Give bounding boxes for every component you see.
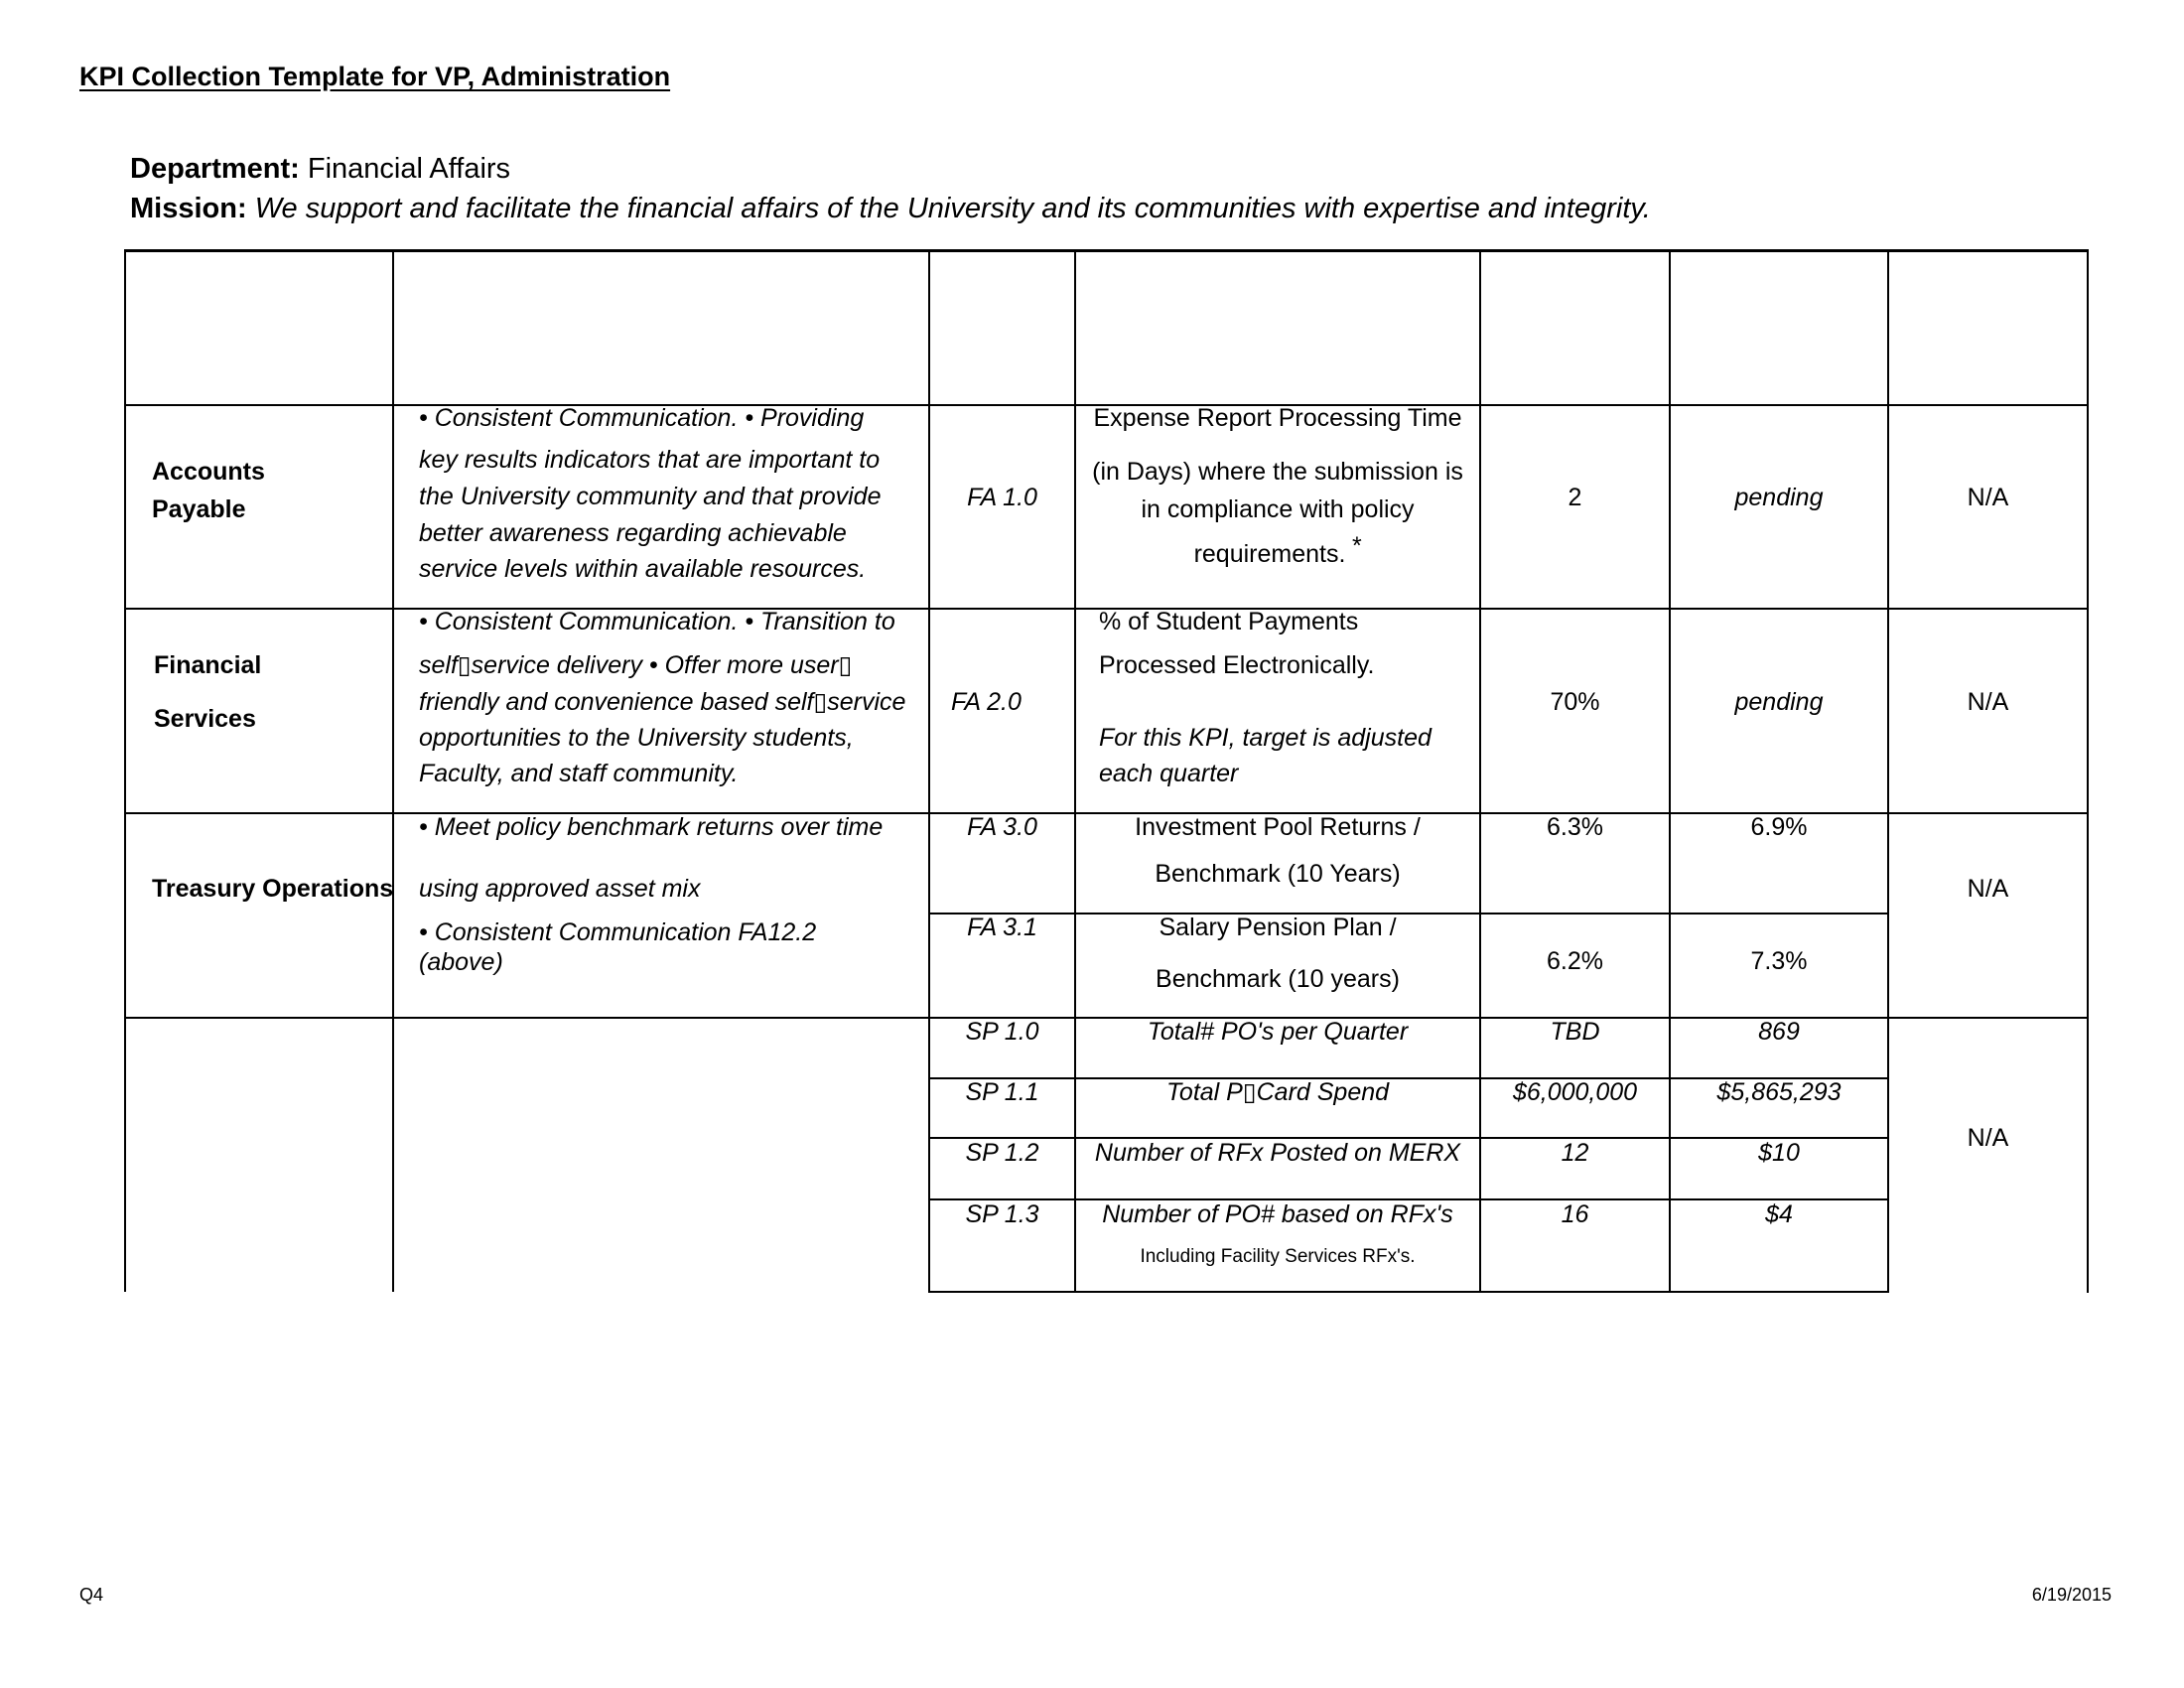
actual-value: $10 (1758, 1139, 1800, 1167)
actual-value: $4 (1765, 1200, 1793, 1228)
trend-value: N/A (1967, 1124, 2009, 1152)
goal-text-line: friendly and convenience based self▯service (419, 688, 906, 716)
unit-financial-services-line1: Financial (154, 651, 262, 679)
column-divider (124, 249, 126, 1292)
target-value: 12 (1561, 1139, 1589, 1167)
kpi-id: SP 1.3 (965, 1200, 1039, 1228)
kpi-id: SP 1.2 (965, 1139, 1039, 1167)
unit-accounts-payable-line2: Payable (152, 495, 246, 523)
kpi-id: FA 2.0 (951, 688, 1022, 716)
document-title: KPI Collection Template for VP, Administration (79, 62, 671, 91)
unit-financial-services-line2: Services (154, 705, 256, 733)
department-value: Financial Affairs (307, 153, 511, 185)
kpi-description-line: Investment Pool Returns / (1135, 813, 1421, 841)
kpi-id: SP 1.1 (965, 1078, 1039, 1106)
target-value: 16 (1561, 1200, 1589, 1228)
goal-text-line: (above) (419, 948, 503, 976)
mission-value: We support and facilitate the financial affairs of the University and its communities with expertise and integrity. (254, 193, 1651, 224)
target-value: $6,000,000 (1512, 1078, 1638, 1106)
mission-label: Mission: (130, 193, 247, 224)
goal-text-line: opportunities to the University students, (419, 724, 854, 752)
unit-accounts-payable-line1: Accounts (152, 458, 265, 486)
goal-text-line: Faculty, and staff community. (419, 760, 739, 787)
kpi-description-line: Benchmark (10 Years) (1155, 860, 1401, 888)
kpi-note-line: For this KPI, target is adjusted (1099, 724, 1432, 752)
actual-value: $5,865,293 (1716, 1078, 1842, 1106)
column-divider (2087, 249, 2089, 1293)
actual-value: 6.9% (1750, 813, 1808, 841)
kpi-description-line: in compliance with policy (1141, 495, 1415, 523)
kpi-id: FA 3.1 (967, 914, 1037, 941)
goal-text-line: the University community and that provide (419, 483, 882, 510)
kpi-description-line: % of Student Payments (1099, 608, 1359, 635)
kpi-description-line: Expense Report Processing Time (1093, 404, 1462, 432)
goal-text-line: • Meet policy benchmark returns over time (419, 813, 884, 841)
actual-value: pending (1734, 688, 1824, 716)
goal-text-line: key results indicators that are important to (419, 446, 881, 474)
kpi-id: FA 3.0 (967, 813, 1037, 841)
target-value: 6.3% (1547, 813, 1603, 841)
goal-text-line: • Consistent Communication. • Providing (419, 404, 865, 432)
target-value: 70% (1550, 688, 1600, 716)
trend-value: N/A (1967, 875, 2009, 903)
goal-text-line: using approved asset mix (419, 875, 701, 903)
goal-text-line: service levels within available resources. (419, 555, 867, 583)
footer-date: 6/19/2015 (2031, 1585, 2112, 1605)
kpi-description-line: Total# PO's per Quarter (1147, 1018, 1409, 1046)
kpi-description-line: (in Days) where the submission is (1092, 458, 1463, 486)
trend-value: N/A (1967, 688, 2009, 716)
kpi-description-line: requirements. (1193, 540, 1346, 568)
target-value: 2 (1568, 484, 1582, 511)
kpi-description-line: Benchmark (10 years) (1156, 965, 1400, 993)
actual-value: 7.3% (1750, 947, 1808, 975)
kpi-description-line: Processed Electronically. (1099, 651, 1375, 679)
goal-text-line: • Consistent Communication FA12.2 (419, 918, 817, 946)
kpi-description-line: Number of PO# based on RFx's (1102, 1200, 1453, 1228)
target-value: 6.2% (1547, 947, 1603, 975)
goal-text-line: self▯service delivery • Offer more user▯ (419, 651, 853, 679)
kpi-description-line: Number of RFx Posted on MERX (1094, 1139, 1461, 1167)
sub-row-divider (928, 1291, 1889, 1293)
kpi-description-line: Salary Pension Plan / (1159, 914, 1397, 941)
kpi-id: FA 1.0 (967, 484, 1037, 511)
trend-value: N/A (1967, 484, 2009, 511)
actual-value: pending (1734, 484, 1824, 511)
department-label: Department: (130, 153, 300, 185)
kpi-footnote-marker: * (1352, 532, 1362, 560)
footer-quarter: Q4 (79, 1585, 104, 1605)
kpi-note-line: Including Facility Services RFx's. (1140, 1246, 1416, 1267)
table-border-top (124, 249, 2089, 252)
kpi-id: SP 1.0 (965, 1018, 1039, 1046)
unit-treasury-operations: Treasury Operations (152, 875, 394, 903)
column-divider (392, 249, 394, 1292)
goal-text-line: better awareness regarding achievable (419, 519, 847, 547)
target-value: TBD (1550, 1018, 1600, 1046)
actual-value: 869 (1758, 1018, 1800, 1046)
kpi-note-line: each quarter (1099, 760, 1239, 787)
goal-text-line: • Consistent Communication. • Transition to (419, 608, 895, 635)
kpi-description-line: Total P▯Card Spend (1165, 1078, 1390, 1106)
